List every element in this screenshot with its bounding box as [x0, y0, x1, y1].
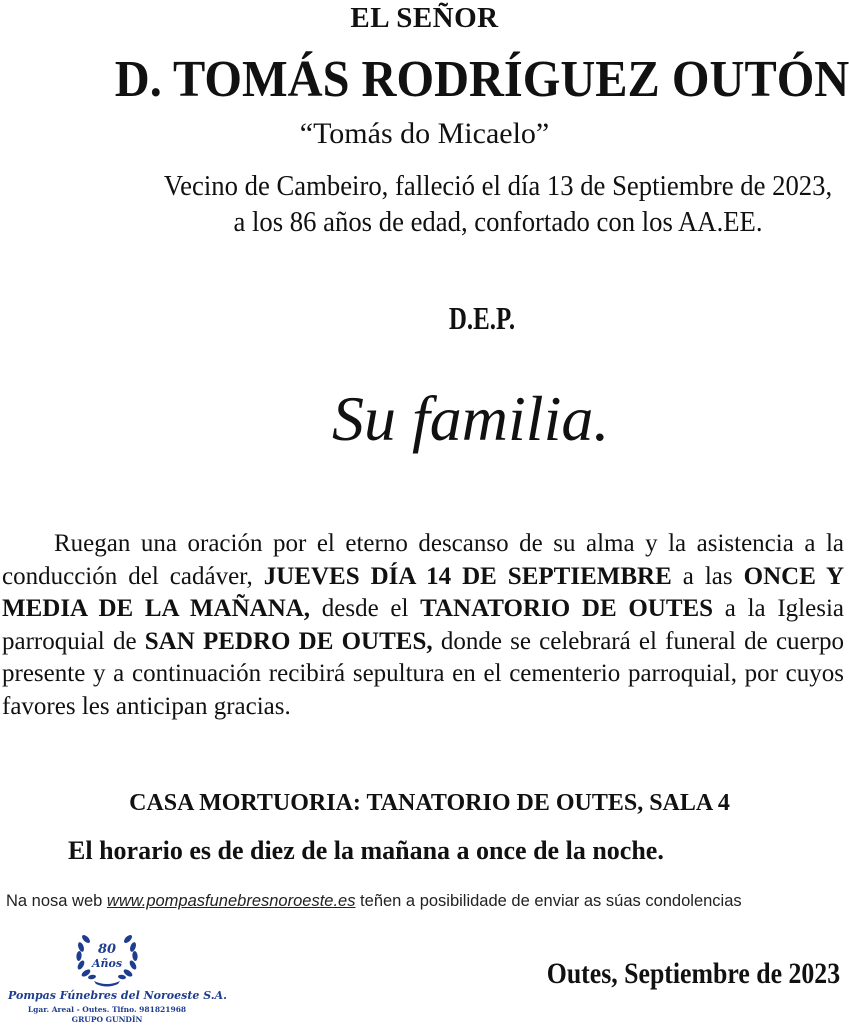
- laurel-wreath-icon: [72, 929, 142, 987]
- family-signature: Su familia.: [332, 383, 610, 454]
- schedule-line: El horario es de diez de la mañana a once de la noche.: [68, 836, 664, 865]
- deceased-name: D. TOMÁS RODRÍGUEZ OUTÓN: [114, 51, 849, 108]
- body-text-2: a las: [671, 562, 744, 590]
- logo-address: Lgar. Areal - Outes. Tlfno. 981821968: [27, 1005, 187, 1014]
- logo-company-name: Pompas Fúnebres del Noroeste S.A.: [8, 989, 227, 1002]
- funeral-home-line: CASA MORTUORIA: TANATORIO DE OUTES, SALA 4: [129, 790, 730, 816]
- body-text-3: desde el: [310, 595, 421, 623]
- body-text-1: Ruegan una oración por el eterno descanso de su alma y la asistencia a la conducción del cadáver,: [2, 530, 844, 590]
- logo-years-label: Años: [91, 957, 123, 970]
- logo-years-number: 80: [97, 942, 117, 957]
- funeral-notice-paragraph: [2, 528, 844, 724]
- honorific-title: EL SEÑOR: [350, 2, 499, 34]
- web-suffix: teñen a posibilidade de enviar as súas condolencias: [355, 892, 742, 910]
- logo-group-name: GRUPO GUNDÍN: [71, 1015, 143, 1024]
- body-bold-time: ONCE Y MEDIA DE LA MAÑANA,: [2, 562, 844, 623]
- body-bold-date: JUEVES DÍA 14 DE SEPTIEMBRE: [263, 562, 672, 590]
- body-bold-origin: TANATORIO DE OUTES: [420, 595, 714, 623]
- body-bold-church: SAN PEDRO DE OUTES,: [144, 627, 433, 655]
- dep-label: D.E.P.: [448, 300, 516, 336]
- web-prefix: Na nosa web: [6, 892, 107, 910]
- place-and-date: Outes, Septiembre de 2023: [546, 957, 840, 990]
- intro-line-2: a los 86 años de edad, confortado con los AA.EE.: [233, 206, 763, 238]
- company-logo: [8, 925, 227, 1025]
- body-text-4: a la Iglesia parroquial de: [2, 595, 844, 655]
- website-line: [6, 892, 846, 911]
- intro-text: [40, 168, 849, 240]
- intro-line-1: Vecino de Cambeiro, falleció el día 13 de Septiembre de 2023,: [163, 170, 833, 202]
- nickname: “Tomás do Micaelo”: [299, 117, 550, 150]
- body-text-5: donde se celebrará el funeral de cuerpo presente y a continuación recibirá sepultura en el cementerio parroquial, por cuyos favores les anticipan gracias.: [2, 627, 844, 720]
- website-link[interactable]: www.pompasfunebresnoroeste.es: [106, 892, 356, 910]
